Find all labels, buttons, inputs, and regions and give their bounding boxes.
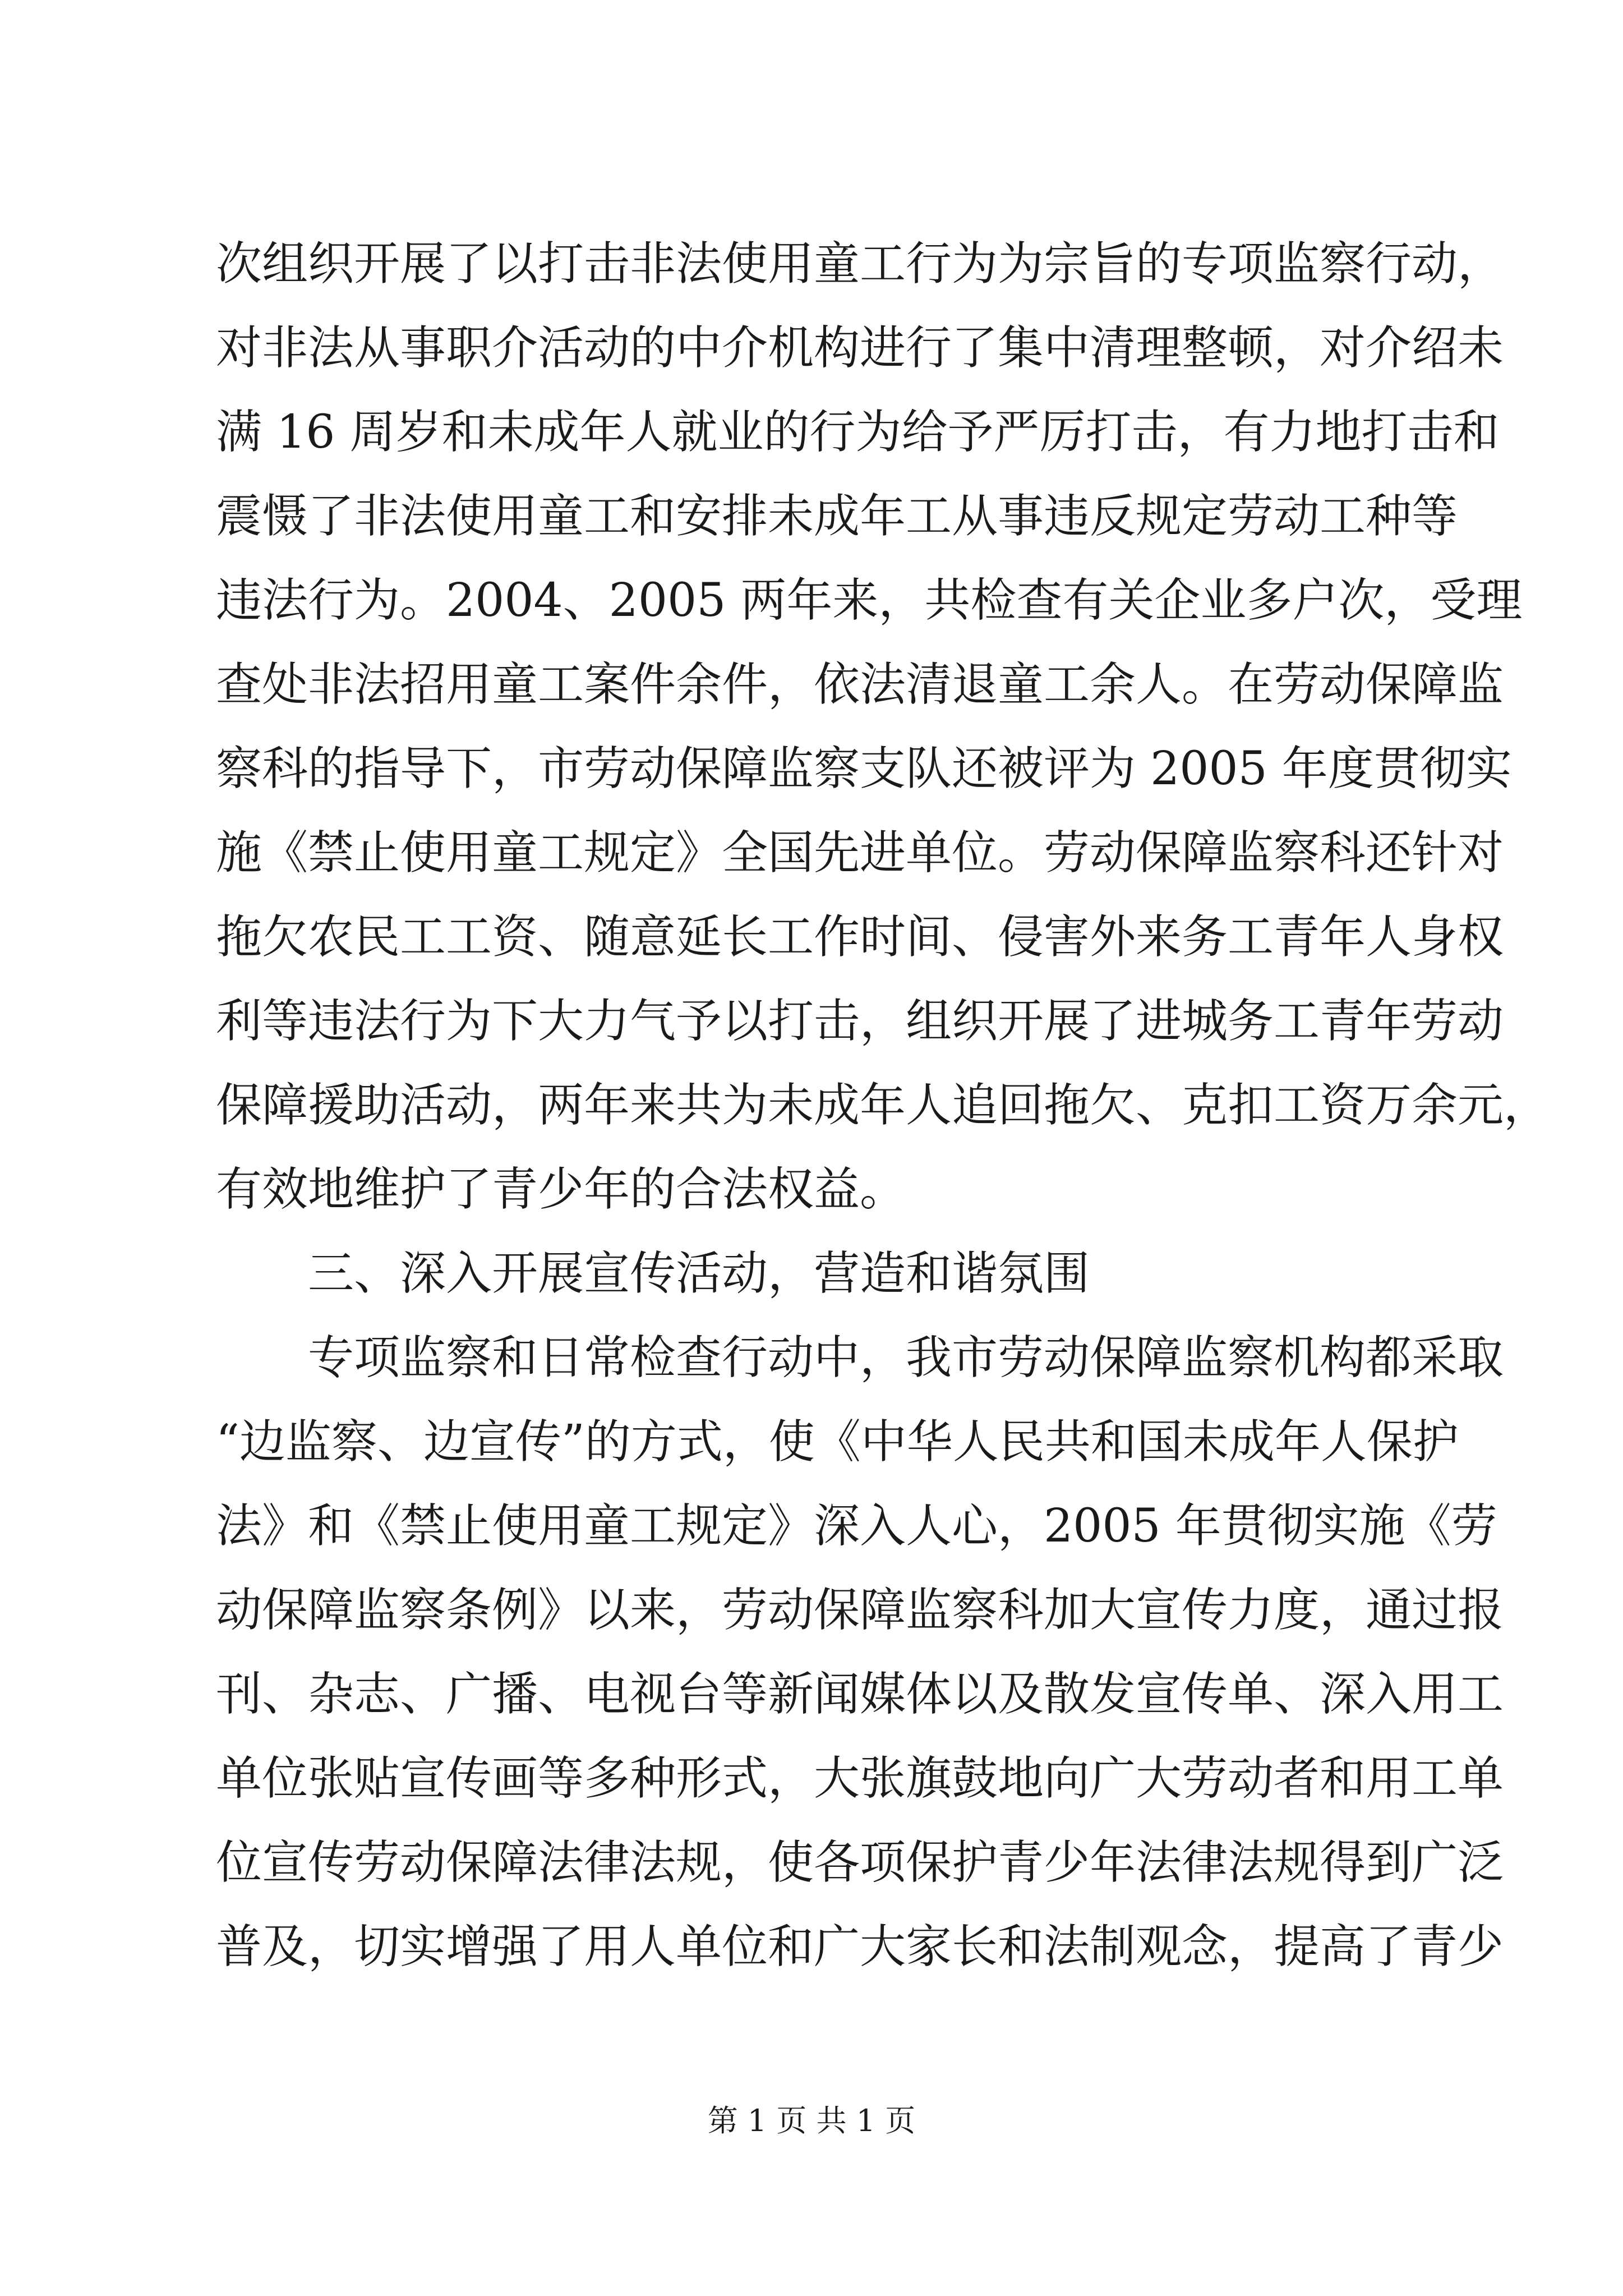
text-line: 满 16 周岁和未成年人就业的行为给予严厉打击，有力地打击和 [216,406,1500,459]
text-line: 违法行为。2004、2005 两年来，共检查有关企业多户次，受理 [216,574,1523,627]
text-line: 动保障监察条例》以来，劳动保障监察科加大宣传力度，通过报 [216,1584,1504,1637]
paragraph-first-line: 专项监察和日常检查行动中，我市劳动保障监察机构都采取 [308,1331,1504,1384]
text-line: 普及，切实增强了用人单位和广大家长和法制观念，提高了青少 [216,1920,1504,1973]
text-line: 对非法从事职介活动的中介机构进行了集中清理整顿，对介绍未 [216,321,1504,375]
text-line: 单位张贴宣传画等多种形式，大张旗鼓地向广大劳动者和用工单 [216,1752,1504,1805]
text-line: 保障援助活动，两年来共为未成年人追回拖欠、克扣工资万余元， [216,1079,1550,1132]
text-line: 法》和《禁止使用童工规定》深入人心，2005 年贯彻实施《劳 [216,1499,1497,1553]
text-line: 查处非法招用童工案件余件，依法清退童工余人。在劳动保障监 [216,658,1504,711]
page-footer: 第 1 页 共 1 页 [707,2103,916,2138]
text-line: 次组织开展了以打击非法使用童工行为为宗旨的专项监察行动， [216,237,1504,291]
document-body [216,222,1550,1989]
text-line: 利等违法行为下大力气予以打击，组织开展了进城务工青年劳动 [216,995,1504,1048]
text-line: 刊、杂志、广播、电视台等新闻媒体以及散发宣传单、深入用工 [216,1668,1504,1721]
text-line: 察科的指导下，市劳动保障监察支队还被评为 2005 年度贯彻实 [216,742,1512,795]
text-line: “边监察、边宣传”的方式，使《中华人民共和国未成年人保护 [216,1415,1459,1469]
text-line: 拖欠农民工工资、随意延长工作时间、侵害外来务工青年人身权 [216,910,1504,964]
text-line: 震慑了非法使用童工和安排未成年工从事违反规定劳动工种等 [216,490,1458,543]
section-heading: 三、深入开展宣传活动，营造和谐氛围 [308,1247,1090,1300]
text-line: 位宣传劳动保障法律法规，使各项保护青少年法律法规得到广泛 [216,1836,1504,1889]
text-line: 有效地维护了青少年的合法权益。 [216,1163,906,1216]
text-line: 施《禁止使用童工规定》全国先进单位。劳动保障监察科还针对 [216,826,1504,880]
